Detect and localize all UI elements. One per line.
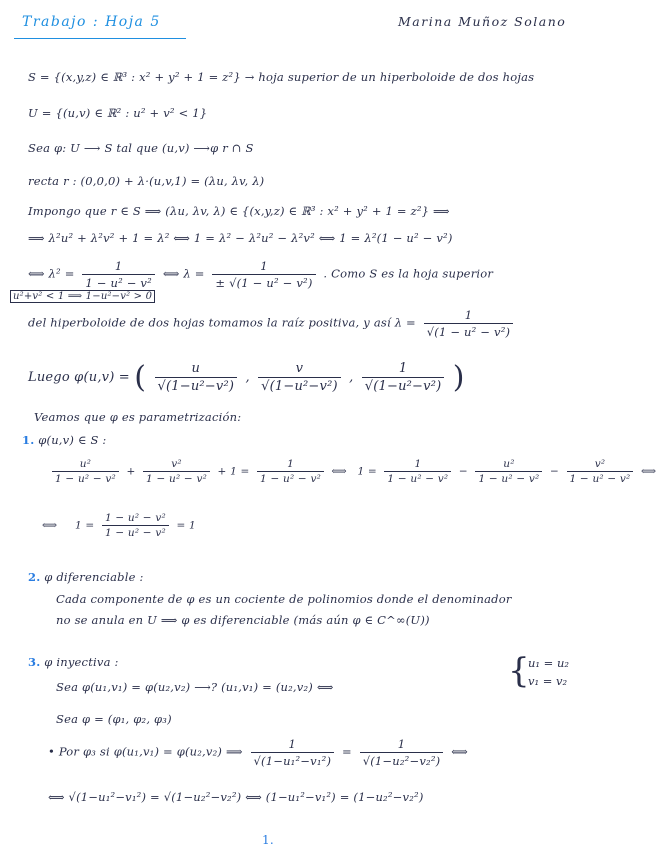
fraction-denominator: 1 − u² − v² (146, 473, 207, 485)
item-3-heading: φ inyectiva : (44, 655, 119, 669)
sea-phi-components: Sea φ = (φ₁, φ₂, φ₃) (56, 712, 172, 726)
item-2-title (28, 570, 144, 584)
fraction-denominator: √(1−u₂²−v₂²) (362, 754, 441, 768)
positive-root-text: del hiperboloide de dos hojas tomamos la raíz positiva, y así λ = (28, 315, 416, 330)
one-fraction-2 (384, 458, 451, 485)
lambda-squared-line (28, 259, 493, 290)
set-s-definition: S = {(x,y,z) ∈ ℝ³ : x² + y² + 1 = z²} → hoja superior de un hiperboloide de dos hojas (28, 70, 535, 84)
fraction-denominator: 1 − u² − v² (260, 473, 321, 485)
fraction-denominator: 1 − u² − v² (104, 527, 166, 539)
lambda-post: . Como S es la hoja superior (323, 266, 494, 281)
open-paren: ( (134, 360, 147, 395)
one-fraction (257, 458, 324, 485)
iff-sign-2: ⟺ (641, 465, 656, 478)
fraction-denominator: √(1−u²−v²) (364, 379, 442, 394)
iff-sign-4: ⟺ (451, 744, 468, 759)
item-2-heading: φ diferenciable : (44, 570, 144, 584)
plus-sign: + (126, 465, 136, 478)
page-title: Trabajo : Hoja 5 (22, 14, 161, 30)
fraction-numerator: v (258, 361, 341, 378)
lambda-fraction (82, 259, 155, 290)
fraction-denominator: 1 − u² − v² (387, 473, 449, 485)
one-equals-2: 1 = (74, 519, 95, 532)
v2-fraction (143, 458, 210, 485)
fraction-numerator: 1 (251, 737, 335, 753)
item-2-number: 2. (28, 570, 41, 584)
fraction-numerator: u² (52, 458, 119, 472)
fraction-denominator: √(1 − u² − v²) (426, 325, 511, 339)
p-fraction-1 (251, 737, 335, 768)
one-equals: 1 = (357, 465, 377, 478)
fraction-denominator: √(1−u²−v²) (261, 379, 338, 394)
set-u-definition: U = {(u,v) ∈ ℝ² : u² + v² < 1} (28, 106, 208, 120)
phi-component-2 (258, 361, 341, 394)
fraction-numerator: 1 (212, 259, 315, 275)
minus-sign-2: − (549, 465, 559, 478)
lambda-root-fraction (212, 259, 315, 290)
por-phi3-line: • Por φ₃ si φ(u₁,v₁) = φ(u₂,v₂) ⟹ $\frac{1}{\text{√(1−u₁²−v₁²)}}$ = $\frac{1}{\text{√(1−u₂²−v₂²)}}$ ⟺ (48, 737, 468, 768)
phi-component-3 (362, 361, 445, 394)
fraction-numerator: 1 (384, 458, 451, 472)
phi-formula: Luego φ(u,v) = ( $\frac{u}{\text{√(1−u²−v²)}}$ , $\frac{v}{\text{√(1−u²−v²)}}$ , $\frac{1}{\text{√(1−u²−v²)}}$ ) (28, 360, 465, 395)
line-r-definition: recta r : (0,0,0) + λ·(u,v,1) = (λu, λv, λ) (28, 174, 265, 188)
fraction-numerator: 1 (360, 737, 444, 753)
item-1-number: 1. (22, 433, 35, 447)
p-fraction-2 (360, 737, 444, 768)
fraction-numerator: 1 − u² − v² (102, 512, 169, 526)
fraction-numerator: v² (143, 458, 210, 472)
brace-icon: { (508, 651, 530, 691)
luego-label: Luego φ(u,v) = (28, 370, 130, 385)
page-number: 1. (262, 833, 274, 847)
iff-sign: ⟺ (331, 465, 347, 478)
fraction-numerator: v² (567, 458, 634, 472)
minus-sign: − (458, 465, 468, 478)
fraction-denominator: 1 − u² − v² (569, 473, 631, 485)
close-paren: ) (452, 360, 465, 395)
phi-component-1 (155, 361, 238, 394)
author-name: Marina Muñoz Solano (398, 14, 567, 29)
v2-fraction-2 (567, 458, 634, 485)
result-fraction (102, 512, 169, 539)
sqrt-equality: ⟺ √(1−u₁²−v₁²) = √(1−u₂²−v₂²) ⟺ (1−u₁²−v₁²) = (1−u₂²−v₂²) (48, 790, 424, 804)
fraction-numerator: u² (475, 458, 542, 472)
item-3-number: 3. (28, 655, 41, 669)
u2-fraction-2 (475, 458, 542, 485)
item-1-result (42, 512, 196, 539)
lambda-value-fraction (424, 308, 513, 339)
title-underline (14, 38, 186, 39)
por-phi3-text: • Por φ₃ si φ(u₁,v₁) = φ(u₂,v₂) ⟹ (48, 744, 243, 759)
item-1-text: φ(u,v) ∈ S : (38, 433, 107, 447)
lambda-mid: ⟺ λ = (162, 266, 205, 281)
item-3-sea: Sea φ(u₁,v₁) = φ(u₂,v₂) ⟶? (u₁,v₁) = (u₂,v₂) ⟺ (56, 680, 334, 694)
equation-chain: ⟹ λ²u² + λ²v² + 1 = λ² ⟺ 1 = λ² − λ²u² − λ²v² ⟺ 1 = λ²(1 − u² − v²) (28, 231, 453, 245)
fraction-numerator: 1 (257, 458, 324, 472)
brace-line-1: u₁ = u₂ (528, 656, 569, 670)
plus-one-equals: + 1 = (217, 465, 250, 478)
fraction-denominator: 1 − u² − v² (85, 276, 152, 290)
fraction-denominator: √(1−u²−v²) (157, 379, 235, 394)
fraction-numerator: 1 (424, 308, 513, 324)
vamos-line: Veamos que φ es parametrización: (34, 410, 242, 424)
item-2-text-1: Cada componente de φ es un cociente de polinomios donde el denominador (56, 592, 512, 606)
fraction-denominator: ± √(1 − u² − v²) (215, 276, 313, 290)
item-2-text-2: no se anula en U ⟹ φ es diferenciable (más aún φ ∈ C^∞(U)) (56, 613, 430, 627)
fraction-numerator: 1 (362, 361, 445, 378)
item-1-title (22, 433, 106, 447)
brace-line-2: v₁ = v₂ (528, 674, 568, 688)
fraction-denominator: 1 − u² − v² (55, 473, 116, 485)
fraction-denominator: √(1−u₁²−v₁²) (253, 754, 332, 768)
equals-one: = 1 (176, 519, 196, 532)
impose-condition: Impongo que r ∈ S ⟹ (λu, λv, λ) ∈ {(x,y,z) ∈ ℝ³ : x² + y² + 1 = z²} ⟹ (28, 204, 450, 218)
fraction-numerator: 1 (82, 259, 155, 275)
fraction-numerator: u (155, 361, 238, 378)
phi-definition: Sea φ: U ⟶ S tal que (u,v) ⟶φ r ∩ S (28, 141, 254, 155)
item-3-title (28, 655, 119, 669)
iff-sign-3: ⟺ (42, 519, 58, 532)
fraction-denominator: 1 − u² − v² (478, 473, 540, 485)
lambda-pre: ⟺ λ² = (28, 266, 75, 281)
boxed-note: u²+v² < 1 ⟹ 1−u²−v² > 0 (10, 290, 155, 303)
positive-root-line (28, 308, 517, 339)
u2-fraction (52, 458, 119, 485)
item-1-equation (48, 458, 656, 485)
